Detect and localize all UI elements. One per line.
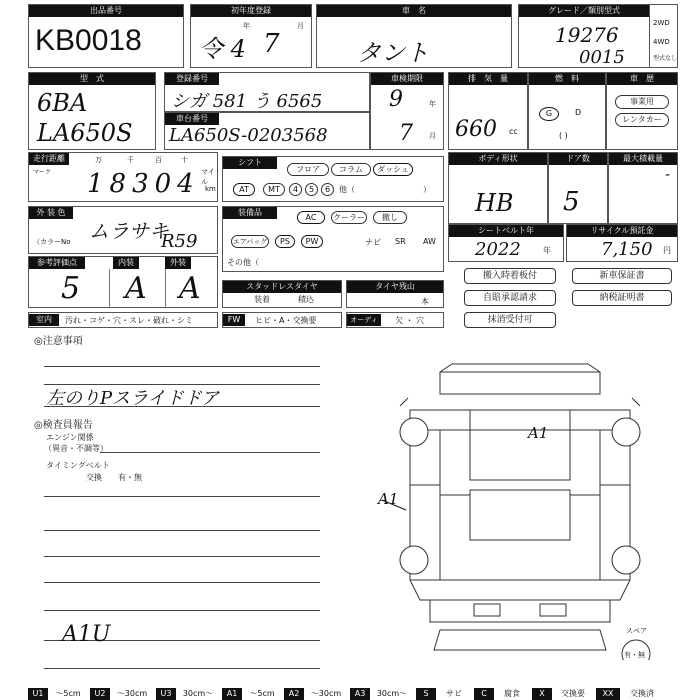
legend-val-a1: ～5cm bbox=[249, 689, 275, 698]
legend-val-c: 腐食 bbox=[504, 689, 520, 698]
doors-label: ドア数 bbox=[549, 153, 607, 165]
interior-score-label: 内装 bbox=[113, 257, 139, 269]
model-label: 型 式 bbox=[29, 73, 155, 85]
fuel-option-blank: ( ) bbox=[559, 131, 568, 140]
history-box bbox=[606, 72, 678, 150]
car-damage-diagram bbox=[370, 360, 680, 660]
displacement-box bbox=[448, 72, 528, 150]
seatbelt-value: 2022 bbox=[475, 239, 521, 260]
first-registration-box bbox=[190, 4, 312, 68]
report-line bbox=[44, 668, 320, 669]
color-box bbox=[28, 206, 218, 254]
equip-aw: AW bbox=[423, 237, 436, 246]
notes-label: ◎注意事項 bbox=[34, 336, 83, 347]
drive-2wd: 2WD bbox=[653, 19, 670, 27]
fuel-box bbox=[528, 72, 606, 150]
model-value-2: LA650S bbox=[37, 119, 133, 147]
body-value: HB bbox=[475, 189, 514, 217]
capacity-box bbox=[608, 152, 678, 224]
grade-box bbox=[518, 4, 678, 68]
doc-button-2[interactable]: 自賠承認請求 bbox=[464, 290, 556, 306]
history-label: 車 歴 bbox=[607, 73, 677, 85]
equip-airbag[interactable]: エアバッグ bbox=[231, 235, 269, 248]
first-reg-month-value: 7 bbox=[263, 29, 280, 59]
chassis-value: LA650S-0203568 bbox=[169, 125, 328, 146]
car-name-label: 車 名 bbox=[317, 5, 511, 17]
mileage-box bbox=[28, 152, 218, 202]
inspection-month-unit: 月 bbox=[429, 132, 436, 140]
shift-floor[interactable]: フロア bbox=[287, 163, 329, 176]
engine-sub: （異音・不調等） bbox=[44, 444, 108, 453]
doc-button-3[interactable]: 抹消受付可 bbox=[464, 312, 556, 328]
doc-button-4[interactable]: 新車保証書 bbox=[572, 268, 672, 284]
legend-key-c: C bbox=[474, 688, 494, 700]
chassis-label: 車台番号 bbox=[165, 113, 219, 125]
notes-handwritten: 左のりPスライドドア bbox=[46, 388, 220, 409]
inspection-label: 車検期限 bbox=[371, 73, 443, 85]
spare-label: スペア bbox=[626, 627, 647, 635]
history-rental[interactable]: レンタカー bbox=[615, 113, 669, 127]
seatbelt-box bbox=[448, 224, 564, 262]
legend-val-s: サビ bbox=[446, 689, 462, 698]
shift-5[interactable]: 5 bbox=[305, 183, 318, 196]
doors-value: 5 bbox=[563, 187, 580, 217]
mileage-digit-label-2: 千 bbox=[127, 156, 134, 164]
fuel-option-d[interactable]: D bbox=[575, 108, 582, 117]
history-business[interactable]: 事業用 bbox=[615, 95, 669, 109]
rear-right-wheel bbox=[612, 546, 640, 574]
legend-key-u3: U3 bbox=[156, 688, 176, 700]
equip-ac[interactable]: AC bbox=[297, 211, 325, 224]
color-label: 外 装 色 bbox=[29, 207, 73, 219]
mileage-digit-label-4: 十 bbox=[181, 156, 188, 164]
report-line bbox=[44, 556, 320, 557]
overall-score-value: 5 bbox=[61, 271, 81, 306]
equip-sr: SR bbox=[395, 237, 406, 246]
recycle-label: リサイクル預託金 bbox=[567, 225, 677, 237]
mileage-digit-label-3: 百 bbox=[155, 156, 162, 164]
fw-row bbox=[222, 312, 342, 328]
legend-key-a3: A3 bbox=[350, 688, 370, 700]
tire-label: タイヤ残山 bbox=[347, 281, 443, 293]
mileage-sub: マーク bbox=[33, 169, 52, 176]
legend-key-s: S bbox=[416, 688, 436, 700]
fw-key: FW bbox=[223, 314, 245, 326]
exterior-score-value: A bbox=[179, 271, 201, 306]
drive-4wd: 4WD bbox=[653, 38, 670, 46]
engine-label: エンジン関係 bbox=[46, 433, 94, 442]
legend-val-u3: 30cm～ bbox=[182, 689, 214, 698]
legend-val-u2: ～30cm bbox=[116, 689, 148, 698]
legend-val-x: 交換要 bbox=[561, 689, 585, 698]
mileage-unit-km: km bbox=[205, 185, 216, 193]
damage-mark-top: A1 bbox=[528, 424, 549, 442]
doc-button-5[interactable]: 納税証明書 bbox=[572, 290, 672, 306]
audio-row bbox=[346, 312, 444, 336]
lot-number-box bbox=[28, 4, 184, 68]
fuel-label: 燃 料 bbox=[529, 73, 605, 85]
seatbelt-label: シートベルト年 bbox=[449, 225, 563, 237]
first-reg-year-unit: 年 bbox=[243, 22, 250, 30]
chassis-box bbox=[164, 112, 370, 150]
exchange-label: 交換 bbox=[86, 473, 102, 482]
interior-score-value: A bbox=[125, 271, 147, 306]
report-line bbox=[44, 530, 320, 531]
front-right-wheel bbox=[612, 418, 640, 446]
drive-none: 型式なし bbox=[653, 55, 678, 62]
spare-options: 有・無 bbox=[624, 651, 645, 659]
studless-label: スタッドレスタイヤ bbox=[223, 281, 341, 293]
interior-condition-value: 汚れ・コゲ・穴・スレ・破れ・シミ bbox=[65, 316, 193, 325]
score-box bbox=[28, 256, 218, 308]
equip-cooler[interactable]: クーラー bbox=[333, 213, 365, 222]
shift-mt[interactable]: MT bbox=[263, 183, 285, 196]
inspection-year-unit: 年 bbox=[429, 100, 436, 108]
inspector-label: ◎検査員報告 bbox=[34, 420, 93, 431]
notes-line bbox=[44, 366, 320, 367]
seatbelt-unit: 年 bbox=[543, 246, 551, 255]
body-box bbox=[448, 152, 548, 224]
grade-label: グレード／類別型式 bbox=[519, 5, 649, 17]
interior-condition-row bbox=[28, 312, 218, 328]
inspection-box bbox=[370, 72, 444, 150]
lot-number-label: 出品番号 bbox=[29, 5, 183, 17]
score-label: 参考評価点 bbox=[29, 257, 85, 269]
legend-key-x: X bbox=[532, 688, 552, 700]
shift-dash[interactable]: ダッシュ bbox=[373, 163, 413, 176]
shift-other-close: ） bbox=[423, 185, 431, 194]
engine-line bbox=[100, 452, 320, 453]
equipment-box bbox=[222, 206, 444, 272]
legend-val-a3: 30cm～ bbox=[376, 689, 408, 698]
fw-value: ヒビ・A・交換要 bbox=[255, 316, 317, 325]
model-value-1: 6BA bbox=[37, 89, 88, 117]
capacity-label: 最大積載量 bbox=[609, 153, 677, 165]
audio-key: オーディオ bbox=[347, 314, 381, 326]
registration-value: シガ 581 う 6565 bbox=[171, 91, 323, 112]
shift-4[interactable]: 4 bbox=[289, 183, 302, 196]
equip-other: その他（ bbox=[227, 258, 259, 267]
rear-left-wheel bbox=[400, 546, 428, 574]
audio-value: 欠 ・ 穴 bbox=[395, 316, 425, 325]
mileage-value: 18304 bbox=[87, 169, 200, 199]
registration-label: 登録番号 bbox=[165, 73, 219, 85]
shift-column[interactable]: コラム bbox=[331, 163, 371, 176]
legend-val-xx: 交換済 bbox=[630, 689, 654, 698]
displacement-unit: cc bbox=[509, 127, 518, 136]
capacity-value: - bbox=[665, 167, 671, 183]
lot-number-value: KB0018 bbox=[35, 24, 142, 57]
legend-bar bbox=[28, 688, 680, 700]
exchange-options: 有・無 bbox=[118, 473, 142, 482]
first-reg-year-value: 令 4 bbox=[199, 35, 246, 63]
grade-value-1: 19276 bbox=[555, 23, 619, 47]
displacement-value: 660 bbox=[455, 117, 497, 142]
doors-box bbox=[548, 152, 608, 224]
shift-label: シフト bbox=[223, 157, 277, 169]
recycle-unit: 円 bbox=[663, 246, 671, 255]
first-reg-month-unit: 月 bbox=[297, 22, 304, 30]
legend-val-u1: ～5cm bbox=[55, 689, 81, 698]
displacement-label: 排 気 量 bbox=[449, 73, 527, 85]
equipment-label: 装備品 bbox=[223, 207, 277, 219]
timing-belt-label: タイミングベルト bbox=[46, 461, 110, 470]
fuel-option-g[interactable]: G bbox=[539, 107, 559, 121]
tire-box bbox=[346, 280, 444, 308]
recycle-value: 7,150 bbox=[601, 239, 653, 260]
studless-installed[interactable]: 装着 bbox=[254, 295, 270, 304]
studless-box bbox=[222, 280, 342, 308]
inspection-year-value: 9 bbox=[389, 87, 403, 112]
exterior-score-label: 外装 bbox=[165, 257, 191, 269]
equip-remove[interactable]: 撤し bbox=[373, 211, 407, 224]
inspection-month-value: 7 bbox=[399, 121, 413, 146]
first-registration-label: 初年度登録 bbox=[191, 5, 311, 17]
legend-key-xx: XX bbox=[596, 688, 620, 700]
shift-6[interactable]: 6 bbox=[321, 183, 334, 196]
registration-box bbox=[164, 72, 370, 112]
mileage-digit-label-1: 万 bbox=[95, 156, 102, 164]
score-divider-1 bbox=[109, 269, 110, 307]
grade-value-2: 0015 bbox=[579, 47, 625, 68]
car-name-box bbox=[316, 4, 512, 68]
legend-key-u2: U2 bbox=[90, 688, 110, 700]
report-line bbox=[44, 496, 320, 497]
studless-loaded[interactable]: 積込 bbox=[298, 295, 314, 304]
legend-key-a2: A2 bbox=[284, 688, 304, 700]
report-line bbox=[44, 582, 320, 583]
drive-type-column bbox=[649, 5, 678, 67]
mileage-label: 走行距離 bbox=[29, 153, 69, 165]
interior-condition-label: 室内 bbox=[29, 314, 59, 326]
model-box bbox=[28, 72, 156, 150]
score-divider-2 bbox=[165, 269, 166, 307]
shift-other: 他（ bbox=[339, 185, 355, 194]
shift-box bbox=[222, 156, 444, 202]
damage-mark-left: A1 bbox=[378, 490, 399, 508]
color-value: ムラサキ bbox=[89, 219, 169, 243]
equip-navi: ナビ bbox=[365, 238, 381, 247]
equip-ps[interactable]: PS bbox=[275, 235, 295, 248]
legend-key-u1: U1 bbox=[28, 688, 48, 700]
tire-value: 本 bbox=[421, 297, 429, 306]
recycle-box bbox=[566, 224, 678, 262]
report-line bbox=[44, 610, 320, 611]
color-code: R59 bbox=[161, 231, 198, 252]
car-name-value: タント bbox=[357, 39, 429, 67]
front-left-wheel bbox=[400, 418, 428, 446]
equip-pw[interactable]: PW bbox=[301, 235, 323, 248]
inspector-handwritten: A1U bbox=[62, 622, 111, 647]
color-sub: （カラーNo bbox=[33, 238, 71, 246]
doc-button-1[interactable]: 搬入時着板付 bbox=[464, 268, 556, 284]
mileage-unit-mile: マイル bbox=[201, 168, 215, 186]
legend-val-a2: ～30cm bbox=[310, 689, 342, 698]
body-label: ボディ形状 bbox=[449, 153, 547, 165]
legend-key-a1: A1 bbox=[222, 688, 242, 700]
shift-at[interactable]: AT bbox=[233, 183, 255, 196]
